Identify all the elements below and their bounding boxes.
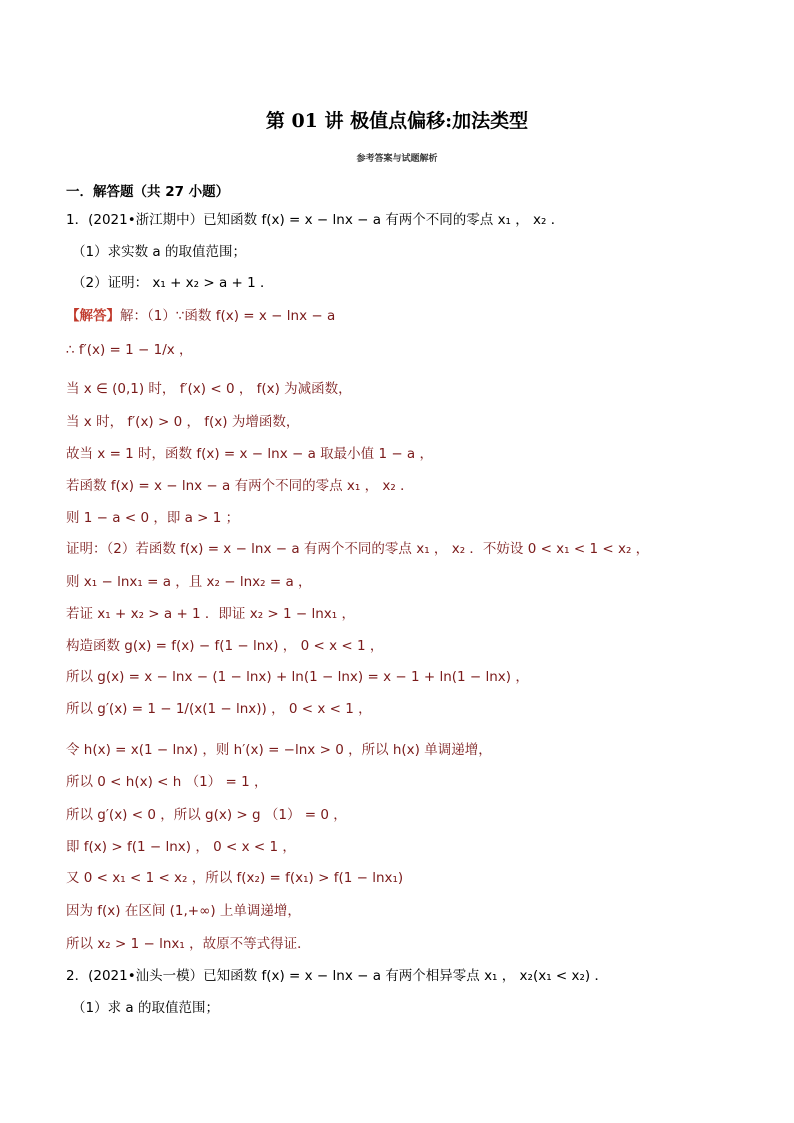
line-text: 证明：（2）若函数 f(x) = x − lnx − a 有两个不同的零点 x₁ ， x₂ ．不妨设 0 < x₁ < 1 < x₂ ， bbox=[66, 541, 650, 557]
line-text: 若函数 f(x) = x − lnx − a 有两个不同的零点 x₁ ， x₂ ． bbox=[66, 478, 414, 494]
document-line bbox=[66, 477, 414, 495]
line-text: （2）证明： x₁ + x₂ > a + 1 ． bbox=[72, 275, 274, 291]
document-line bbox=[66, 838, 296, 856]
answer-tag: 【解答】 bbox=[66, 308, 120, 324]
line-text: 所以 0 < h(x) < h （1） = 1 ， bbox=[66, 774, 268, 790]
line-text: 即 f(x) > f(1 − lnx) ， 0 < x < 1 ， bbox=[66, 839, 296, 855]
line-text: ∴ f′(x) = 1 − 1/x ， bbox=[66, 342, 193, 358]
line-text: 因为 f(x) 在区间 (1,+∞) 上单调递增， bbox=[66, 903, 301, 919]
line-text: 所以 g(x) = x − lnx − (1 − lnx) + ln(1 − lnx) = x − 1 + ln(1 − lnx) ， bbox=[66, 669, 529, 685]
document-line bbox=[66, 380, 352, 398]
document-line bbox=[66, 668, 529, 686]
line-text: 令 h(x) = x(1 − lnx) ，则 h′(x) = −lnx > 0 ，所以 h(x) 单调递增， bbox=[66, 742, 492, 758]
document-line bbox=[66, 509, 239, 527]
section-heading: 一．解答题（共 27 小题） bbox=[66, 184, 230, 200]
line-text: 1．(2021•浙江期中）已知函数 f(x) = x − lnx − a 有两个不同的零点 x₁ ， x₂ ． bbox=[66, 212, 565, 228]
line-text: 2．(2021•汕头一模）已知函数 f(x) = x − lnx − a 有两个相异零点 x₁ ， x₂(x₁ < x₂) ． bbox=[66, 968, 608, 984]
document-line bbox=[66, 935, 311, 953]
line-text: 构造函数 g(x) = f(x) − f(1 − lnx) ， 0 < x < 1 ， bbox=[66, 638, 384, 654]
document-line bbox=[66, 413, 299, 431]
document-line bbox=[72, 243, 246, 261]
document-line bbox=[66, 773, 267, 791]
line-text: 故当 x = 1 时，函数 f(x) = x − lnx − a 取最小值 1 − a ， bbox=[66, 446, 433, 462]
document-line bbox=[66, 806, 347, 824]
line-text: （1）求实数 a 的取值范围； bbox=[72, 244, 246, 260]
document-line bbox=[66, 341, 193, 359]
document-line bbox=[66, 445, 433, 463]
line-text: 又 0 < x₁ < 1 < x₂ ，所以 f(x₂) = f(x₁) > f(1 − lnx₁) bbox=[66, 870, 404, 886]
document-line bbox=[66, 700, 372, 718]
line-text: 所以 g′(x) < 0 ，所以 g(x) > g （1） = 0 ， bbox=[66, 807, 347, 823]
document-line bbox=[66, 540, 649, 558]
document-line bbox=[72, 999, 219, 1017]
document-line bbox=[66, 605, 355, 623]
line-text: 若证 x₁ + x₂ > a + 1 ．即证 x₂ > 1 − lnx₁ ， bbox=[66, 606, 355, 622]
line-text: 当 x ∈ (0,1) 时， f′(x) < 0 ， f(x) 为减函数， bbox=[66, 381, 352, 397]
line-text: 则 x₁ − lnx₁ = a ，且 x₂ − lnx₂ = a ， bbox=[66, 574, 312, 590]
document-line bbox=[66, 573, 312, 591]
line-text: 所以 x₂ > 1 − lnx₁ ，故原不等式得证． bbox=[66, 936, 311, 952]
document-line bbox=[66, 637, 383, 655]
line-text: 解：（1）∵函数 f(x) = x − lnx − a bbox=[120, 308, 336, 324]
line-text: 当 x 时， f′(x) > 0 ， f(x) 为增函数， bbox=[66, 414, 300, 430]
document-line bbox=[66, 211, 564, 229]
document-line bbox=[66, 869, 403, 887]
line-text: 所以 g′(x) = 1 − 1/(x(1 − lnx)) ， 0 < x < 1 ， bbox=[66, 701, 372, 717]
document-line bbox=[66, 307, 335, 325]
document-line bbox=[72, 274, 274, 292]
line-text: 则 1 − a < 0 ，即 a > 1 ； bbox=[66, 510, 240, 526]
page-title: 第 01 讲 极值点偏移:加法类型 bbox=[265, 110, 529, 132]
line-text: （1）求 a 的取值范围； bbox=[72, 1000, 219, 1016]
document-line bbox=[66, 902, 301, 920]
page-subtitle: 参考答案与试题解析 bbox=[356, 154, 438, 164]
document-line bbox=[66, 741, 492, 759]
document-line bbox=[66, 967, 608, 985]
